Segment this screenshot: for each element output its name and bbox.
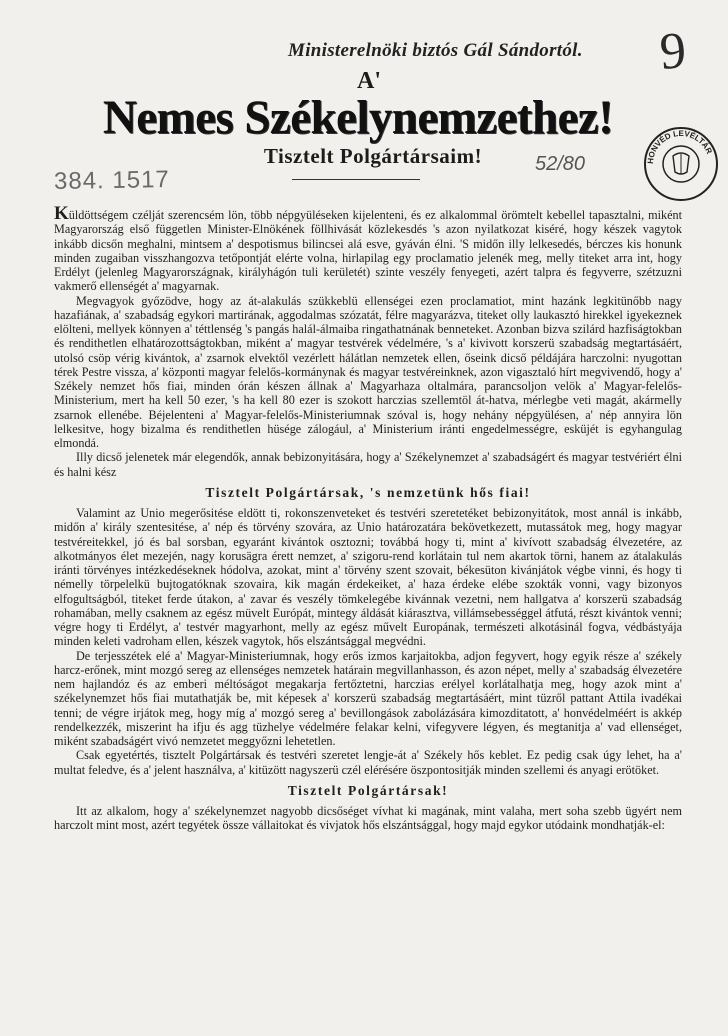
pre-title: A' — [357, 68, 381, 94]
subtitle: Tisztelt Polgártársaim! — [263, 144, 483, 168]
pencil-mark-left: 384. 1517 — [53, 165, 170, 196]
divider — [292, 179, 420, 180]
document-body — [54, 203, 682, 833]
paragraph: Illy dicső jelenetek már elegendők, annak bebizonyitására, hogy a' Székelynemzet a' szabadságért és magyar testvériért élni és halni kész — [54, 450, 682, 479]
pencil-mark-right: 52/80 — [535, 153, 586, 175]
paragraph: Valamint az Unio megerősitése eldött ti, rokonszenveteket és testvéri szeretetéket bebizonyitátok, most annál is inkább, midőn a' király szentesitése, a' nép és törvény szovára, az Unio határozatára bekövetkezett, mutassátok meg, hogy magyar testvéreitekkel, jó és bal sorsban, egyaránt kivántok osztozni; továbbá hogy ti, mint a' kivívott szabadság élvezetére, az alkotmányos élet mezején, nagy korusägra érett nemzet, a' szigoru-rend korlátain tul nem akartok törni, hanem az átalakulás iránti törvényes intézkedéseknek hódolva, azokat, mint a' törvény szent szovait, békesüton kivánjátok végbe vinni, és hogy ti némelly törpelelkü bujtogatóknak szovaira, kik magán érdekeiket, a' haza érdeke elébe szokták vonni, vagy bizonyos elfogultságból, titeket ferde útakon, a' zavar és veszély tömkelegébe kivánnak vezetni, nem hallgatva a' korszerü szabadság rohamában, melly csaknem az egész müvelt Európát, mintegy áldását kiárasztva, villámsebességgel átfutá, részt kivántok venni; végre hogy ti Erdélyt, a' testvér magyarhont, melly az egész művelt Europának, természeti alkotásinál fogva, védbástyája minden keleti vadroham ellen, készek vagytok, hős elszántsággal megvédni. — [54, 506, 682, 649]
archive-stamp — [643, 126, 719, 202]
paragraph-text: üldöttségem czélját szerencsém lön, több népgyüléseken kijelenteni, és ez alkalommal örömtelt kebellel tapasztalni, miként Magyarország első független Minister-Elnökének föllhivását közlekesdés 's azon nyilatkozat kiséré, hogy készek vagytok inkább dicsőn meghalni, mintsem a' despotismus bilincsei alá esve, gyáván élni. 'S midőn illy lelkesedés, bérczes kis honunk minden zugaiban visszhangozva tetőpontját elérte volna, hirlapilag egy proclamatio jelenék meg, melly titeket arra int, hogy Erdélyt (jelenleg Magyarországnak, királyhágón tuli kerületét) szinte veszély fenyegeti, azért talpra és fegyverre, szétzuzni vakmerő ellenségét a' magyarnak. — [54, 208, 682, 294]
drop-cap: K — [54, 203, 69, 224]
stamp-text: HONVÉD LEVÉLTÁR — [645, 128, 714, 165]
paragraph: Itt az alkalom, hogy a' székelynemzet nagyobb dicsőséget vívhat ki magának, mint valaha, mert soha szebb ügyért nem harczolt mint most, azért tegyétek össze vállaitokat és vivjatok hős elszántsággal, hogy majd egykor utódaink mondhatják-el: — [54, 804, 682, 833]
page-title: Nemes Székelynemzethez! — [102, 91, 614, 144]
handwritten-number: 9 — [658, 22, 688, 81]
paragraph: De terjesszétek elé a' Magyar-Ministeriumnak, hogy erős izmos karjaitokba, adjon fegyvert, hogy egyik része a' székely harcz-erőnek, mint mozgó sereg az ellenséges nemzetek határain megvillanhasson, és azon népet, melly a' szabadság élvezetére nem hajlandóz és az emberi méltóságot megakarja fertőztetni, harczias erélyel korlátalhatja meg, hogy azok mint a' székelynemzet hős fiai mutathatják be, mit képesek a' korszerü szabadság megtartásáért, mint tüzről pattant Attila ivadékai tenni; de végre irjátok meg, hogy míg a' mozgó sereg a' bevillongások zabolázására kimozditatott, a' honvédelméért is akkép rendelkezzék, miszerint ha ifju és agg tüzhelye védelmére felakar kelni, vifegyvere légyen, és megtanitja a' vad ellenséget, miként szabadságért vivó nemzetet meggyőzni lehetetlen. — [54, 648, 682, 748]
section-heading: Tisztelt Polgártársak, 's nemzetünk hős fiai! — [205, 484, 531, 500]
paragraph — [54, 203, 682, 294]
paragraph: Csak egyetértés, tisztelt Polgártársak és testvéri szeretet lengje-át a' Székely hős keblet. Ez pedig csak úgy lehet, ha a' multat feledve, és a' jelent használva, a' kitüzött nagyszerü czél elérésére öszpontositják minden szellemi és anyagi erötöket. — [54, 748, 682, 777]
section-heading: Tisztelt Polgártársak! — [287, 782, 449, 798]
byline: Ministerelnöki biztós Gál Sándortól. — [288, 40, 583, 61]
paragraph: Megvagyok győzödve, hogy az át-alakulás szükkeblü ellenségei ezen proclamatiot, mint hazánk legkitünőbb nagy hazafiának, a' szabadság egykori martirának, aggodalmas szózatát, félre magyarázva, titeket olly laukasztó hirekkel igyekeznek elölteni, mellyek könnyen a' téttlenség 's pangás halál-álmaiba ringathatnának benneteket. Azonban bizva szilárd hazfiságtokban és rendithetlen elhatározottságtokban, miként a' magyar testvérek védelmére, 's a' kivivott korszerü szabadság megtartásáért, utolsó csöp vérig kivántok, a' zsarnok elvektől vezérlett hálátlan nemzetek ellen, őseink dicső példájára harczolni: nyugottan térek Pestre vissza, a' központi magyar felelős-kormánynak és magyar testvéreinknek, azon vigasztaló hírt megvivendő, hogy a' Székely nemzet hős fiai, minden órán készen állnak a' Magyarhaza oltalmára, parancsoljon velök a' Magyar-felelős-Ministerium, mert ha kell 50 ezer, 's ha kell 80 ezer is szokott harczias szellemtöl át-hatva, mérlegbe veti magát, akármelly zsarnok ellenébe. Béjelenteni a' Magyar-felelős-Ministeriumnak szóval is, hogy nehány népgyülésen, a' nép annyira lön lelkesitve, hogy bizalma és rendithetlen hüsége zálogául, a' Ministerium iránti engedelmességre, esküjét is egyhangulag elmondá. — [54, 293, 682, 450]
crest-icon — [673, 153, 689, 174]
